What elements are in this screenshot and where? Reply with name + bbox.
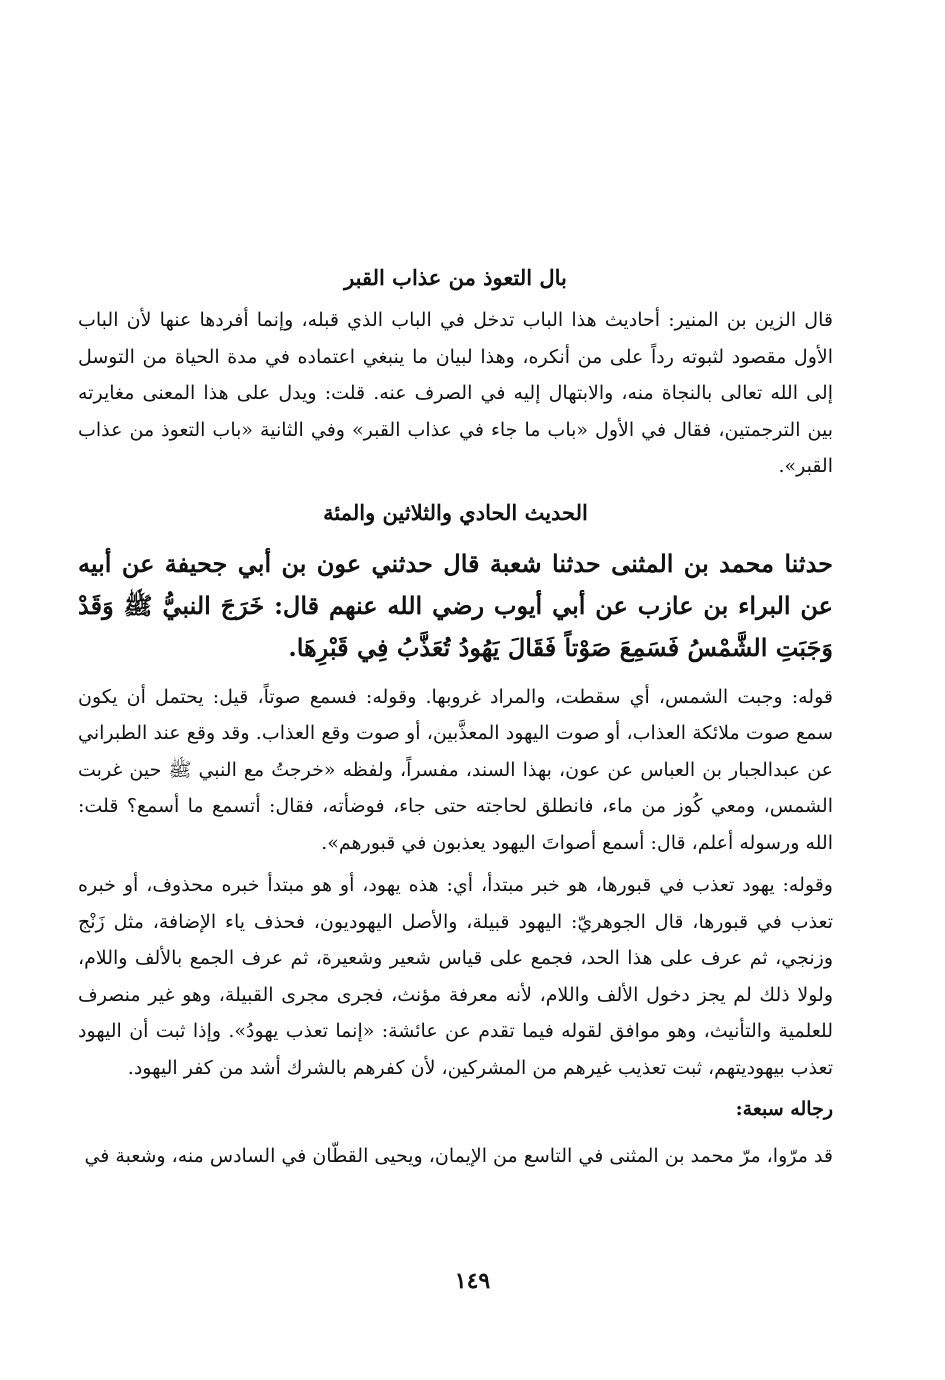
commentary-paragraph-1: قوله: وجبت الشمس، أي سقطت، والمراد غروبها. وقوله: فسمع صوتاً، قيل: يحتمل أن يكون سمع صوت ملائكة العذاب، أو صوت اليهود المعذَّبين، أو صوت وقع العذاب. وقد وقع عند الطبراني عن عبدالجبار بن العباس عن عون، بهذا السند، مفسراً، ولفظه «خرجتُ مع النبي ﷺ حين غربت الشمس، ومعي كُوز من ماء، فانطلق لحاجته حتى جاء، فوضأته، فقال: أتسمع ما أسمع؟ قلت: الله ورسوله أعلم، قال: أسمع أصواتَ اليهود يعذبون في قبورهم». (78, 685, 833, 854)
narrators-heading: رجاله سبعة: (735, 1098, 833, 1120)
intro-paragraph: قال الزين بن المنير: أحاديث هذا الباب تدخل في الباب الذي قبله، وإنما أفردها عنها لأن الباب الأول مقصود لثبوته رداً على من أنكره، وهذا لبيان ما ينبغي اعتماده في مدة الحياة من التوسل إلى الله تعالى بالنجاة منه، والابتهال إليه في الصرف عنه. قلت: ويدل على هذا المعنى مغايرته بين الترجمتين، فقال في الأول «باب ما جاء في عذاب القبر» وفي الثانية «باب التعوذ من عذاب القبر». (78, 309, 833, 477)
chapter-title: بال التعوذ من عذاب القبر (344, 265, 567, 290)
hadith-text: حدثنا محمد بن المثنى حدثنا شعبة قال حدثني عون بن أبي جحيفة عن أبيه عن البراء بن عازب عن أبي أيوب رضي الله عنهم قال: خَرَجَ النبيُّ ﷺ وَقَدْ وَجَبَتِ الشَّمْسُ فَسَمِعَ صَوْتاً فَقَالَ يَهُودُ تُعَذَّبُ فِي قَبْرِهَا. (78, 548, 833, 662)
hadith-title: الحديث الحادي والثلاثين والمئة (323, 499, 588, 525)
page-number: ١٤٩ (454, 1268, 491, 1294)
page-body (78, 262, 833, 1181)
narrators-paragraph: قد مرّوا، مرّ محمد بن المثنى في التاسع من الإيمان، ويحيى القطّان في السادس منه، وشعبة في (84, 1145, 833, 1167)
commentary-paragraph-2: وقوله: يهود تعذب في قبورها، هو خبر مبتدأ، أي: هذه يهود، أو هو مبتدأ خبره محذوف، أو خبره تعذب في قبورها، قال الجوهريّ: اليهود قبيلة، والأصل اليهوديون، فحذف ياء الإضافة، مثل زَنْج وزنجي، ثم عرف على هذا الحد، فجمع على قياس شعير وشعيرة، ثم عرف الجمع بالألف واللام، ولولا ذلك لم يجز دخول الألف واللام، لأنه معرفة مؤنث، فجرى مجرى القبيلة، وهو غير منصرف للعلمية والتأنيث، وهو موافق لقوله فيما تقدم عن عائشة: «إنما تعذب يهودُ». وإذا ثبت أن اليهود تعذب بيهوديتهم، ثبت تعذيب غيرهم من المشركين، لأن كفرهم بالشرك أشد من كفر اليهود. (78, 874, 833, 1079)
